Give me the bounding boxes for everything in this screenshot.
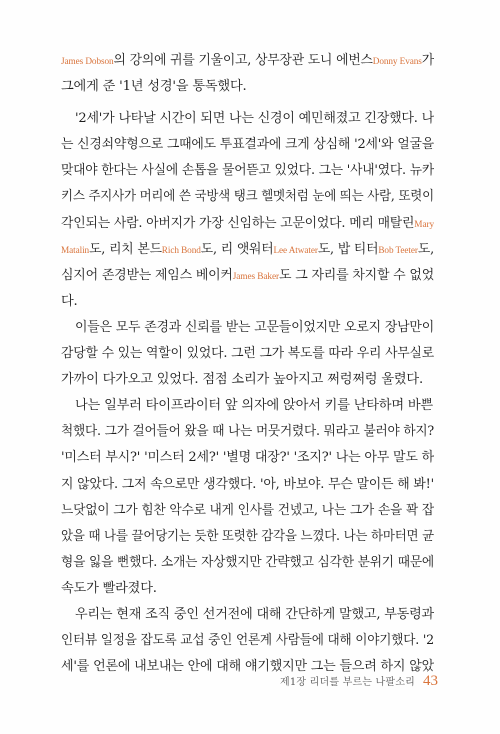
text-segment: 형을 잃을 뻔했다. 소개는 자상했지만 간략했고 심각한 분위기 때문에 — [61, 554, 434, 570]
text-segment: 지 않았다. 그저 속으로만 생각했다. '아, 바보야. 무슨 말이든 해 봐!' — [61, 476, 434, 492]
text-segment: 인터뷰 일정을 잡도록 교섭 중인 언론계 사람들에 대해 이야기했다. '2 — [61, 633, 434, 649]
text-segment: 도, 리치 본드 — [89, 241, 162, 257]
text-line — [61, 445, 434, 471]
text-segment: 감당할 수 있는 역할이 있었다. 그런 그가 복도를 따라 우리 사무실로 — [61, 346, 434, 362]
text-segment: 느닷없이 그가 힘찬 악수로 내게 인사를 건넸고, 나는 그가 손을 꽉 잡 — [61, 502, 434, 518]
text-segment: 심지어 존경받는 제임스 베이커 — [61, 267, 233, 283]
text-line — [61, 315, 434, 341]
text-segment: 도, — [417, 241, 434, 257]
text-line — [61, 472, 434, 498]
text-line — [61, 211, 434, 237]
text-segment: '2세'가 나타날 시간이 되면 나는 신경이 예민해졌고 긴장했다. 나 — [75, 111, 434, 127]
text-line — [61, 341, 434, 367]
text-line — [61, 550, 434, 576]
text-segment: 도, 리 앳워터 — [200, 241, 274, 257]
text-line — [61, 74, 434, 100]
text-segment: 가 — [421, 53, 434, 68]
english-name: Mary — [414, 219, 434, 230]
text-line — [61, 419, 434, 445]
page-number: 43 — [423, 673, 438, 689]
text-segment: 그에게 준 '1년 성경'을 통독했다. — [61, 79, 247, 95]
text-segment: '미스터 부시?' '미스터 2세?' '별명 대장?' '조지?' 나는 아무 말도 하 — [61, 450, 434, 466]
text-line — [61, 237, 434, 263]
text-line — [61, 498, 434, 524]
english-name: Rich Bond — [161, 245, 201, 256]
page-footer — [280, 673, 438, 690]
text-segment: 의 강의에 귀를 기울이고, 상무장관 도니 에번스 — [113, 53, 373, 68]
text-line — [61, 602, 434, 628]
text-segment: 나는 일부러 타이프라이터 앞 의자에 앉아서 키를 난타하며 바쁜 — [75, 398, 433, 414]
text-line — [61, 367, 434, 393]
running-head: 제1장 리더를 부르는 나팔소리 — [279, 677, 415, 688]
text-line — [61, 524, 434, 550]
english-name: James Baker — [232, 271, 280, 282]
english-name: Lee Atwater — [273, 245, 318, 256]
text-segment: 다. — [61, 293, 78, 309]
text-line — [61, 263, 434, 289]
text-line — [61, 132, 434, 158]
text-segment: 키스 주지사가 머리에 쓴 국방색 탱크 헬멧처럼 눈에 띄는 사람, 또렷이 — [61, 189, 434, 205]
text-segment: 맞대야 한다는 사실에 손톱을 물어뜯고 있었다. 그는 '사내'였다. 뉴카 — [61, 163, 434, 179]
text-segment: 속도가 빨라졌다. — [61, 580, 157, 596]
body-text — [61, 48, 434, 680]
text-line — [61, 106, 434, 132]
text-segment: 척했다. 그가 걸어들어 왔을 때 나는 머뭇거렸다. 뭐라고 불러야 하지? — [61, 424, 434, 440]
text-line — [61, 184, 434, 210]
text-segment: 이들은 모두 존경과 신뢰를 받는 고문들이었지만 오로지 장남만이 — [75, 319, 434, 335]
text-segment: 았을 때 나를 끌어당기는 듯한 또렷한 감각을 느꼈다. 나는 하마터면 균 — [61, 528, 434, 544]
english-name: Bob Teeter — [378, 245, 418, 256]
text-line — [61, 393, 434, 419]
text-line — [61, 48, 434, 74]
english-name: Donny Evans — [372, 57, 422, 67]
english-name: James Dobson — [61, 57, 114, 67]
text-line — [61, 289, 434, 315]
text-segment: 우리는 현재 조직 중인 선거전에 대해 간단하게 말했고, 부동령과 — [75, 606, 434, 622]
text-line — [61, 576, 434, 602]
text-segment: 도, 밥 티터 — [317, 241, 379, 257]
text-segment: 각인되는 사람. 아버지가 가장 신임하는 고문이었다. 메리 매탈린 — [61, 215, 415, 231]
text-line — [61, 628, 434, 654]
text-segment: 세'를 언론에 내보내는 안에 대해 얘기했지만 그는 들으려 하지 않았 — [61, 659, 434, 675]
text-segment: 가까이 다가오고 있었다. 점점 소리가 높아지고 쩌렁쩌렁 울렸다. — [61, 372, 423, 388]
text-segment: 도 그 자리를 차지할 수 없었 — [279, 267, 434, 283]
text-line — [61, 158, 434, 184]
english-name: Matalin — [61, 245, 90, 256]
text-segment: 는 신경쇠약형으로 그때에도 투표결과에 크게 상심해 '2세'와 얼굴을 — [61, 137, 434, 153]
